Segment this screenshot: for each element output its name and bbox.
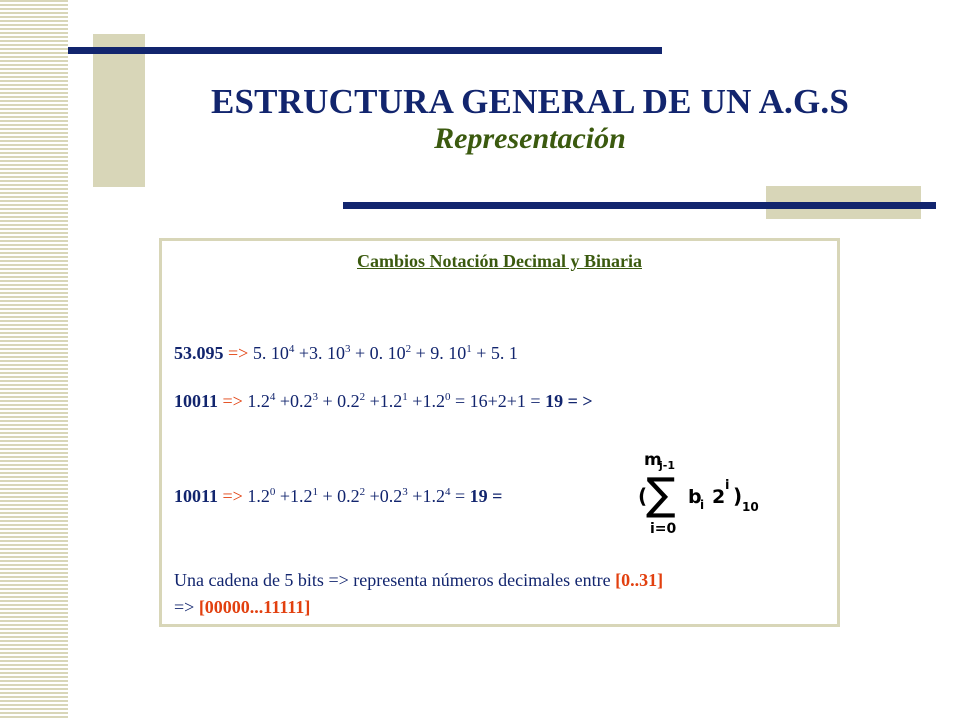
slide-title: ESTRUCTURA GENERAL DE UN A.G.S	[210, 82, 850, 121]
eq1-exp: 4	[288, 343, 295, 355]
eq1-exp: 2	[405, 343, 412, 355]
decor-bar-top	[68, 47, 662, 54]
eq3-exp: 2	[359, 486, 366, 498]
eq3-lhs: 10011	[174, 486, 219, 506]
eq1-term: +3. 10	[298, 343, 345, 363]
formula-upper-limit: m	[644, 450, 662, 470]
eq3-equals: =	[454, 486, 466, 506]
eq3-term: 1.2	[247, 486, 270, 506]
eq2-term: +0.2	[279, 391, 313, 411]
formula-term-b: b	[688, 486, 702, 508]
formula-base: 10	[742, 500, 759, 514]
formula-term-two-exp: i	[725, 478, 730, 493]
eq3-term: +0.2	[369, 486, 403, 506]
decor-block-left	[93, 34, 145, 187]
formula-term-b-sub: i	[700, 498, 705, 512]
eq2-exp: 2	[359, 391, 366, 403]
eq3-term: + 0.2	[322, 486, 360, 506]
note-text: Una cadena de 5 bits => representa números decimales entre	[174, 570, 611, 590]
sigma-icon: ∑	[646, 469, 676, 520]
eq1-term: + 5. 1	[476, 343, 518, 363]
eq1-term: 5. 10	[252, 343, 289, 363]
eq2-result: 19 = >	[545, 391, 593, 411]
eq1-arrow: =>	[228, 343, 249, 363]
formula-close-paren: )	[733, 484, 743, 508]
eq3-exp: 4	[444, 486, 451, 498]
eq3-result: 19 =	[469, 486, 503, 506]
note-line-2	[174, 597, 310, 618]
eq2-term: +1.2	[412, 391, 445, 411]
eq2-term: +1.2	[369, 391, 403, 411]
eq1-exp: 3	[344, 343, 351, 355]
decorative-stripes	[0, 0, 68, 720]
eq2-arrow: =>	[222, 391, 243, 411]
eq3-arrow: =>	[222, 486, 243, 506]
equation-binary-asc	[174, 486, 502, 507]
eq2-exp: 0	[444, 391, 451, 403]
eq1-term: + 0. 10	[354, 343, 406, 363]
note-arrow: =>	[174, 597, 195, 617]
content-box	[159, 238, 840, 627]
note-range-decimal: [0..31]	[615, 570, 664, 590]
note-range-binary: [00000...11111]	[198, 597, 311, 617]
eq3-term: +1.2	[412, 486, 445, 506]
eq2-term: 1.2	[247, 391, 270, 411]
eq3-term: +1.2	[279, 486, 313, 506]
equation-decimal	[174, 343, 518, 364]
eq2-exp: 1	[402, 391, 408, 403]
eq3-exp: 1	[312, 486, 318, 498]
eq3-exp: 3	[402, 486, 408, 498]
summation-formula	[632, 443, 772, 539]
eq2-lhs: 10011	[174, 391, 219, 411]
eq2-term: + 0.2	[322, 391, 360, 411]
eq2-exp: 4	[269, 391, 276, 403]
eq2-exp: 3	[312, 391, 318, 403]
formula-upper-sub: j-1	[659, 459, 675, 472]
eq1-term: + 9. 10	[415, 343, 467, 363]
eq1-exp: 1	[466, 343, 472, 355]
eq3-exp: 0	[269, 486, 276, 498]
equation-binary-desc	[174, 391, 593, 412]
slide-subtitle: Representación	[434, 122, 626, 155]
decor-bar-bottom	[343, 202, 936, 209]
eq2-sum: = 16+2+1 =	[454, 391, 541, 411]
formula-term-two: 2	[712, 486, 726, 508]
note-line-1	[174, 570, 663, 591]
box-heading: Cambios Notación Decimal y Binaria	[357, 251, 642, 271]
eq1-lhs: 53.095	[174, 343, 224, 363]
formula-lower-limit: i=0	[650, 521, 677, 537]
formula-open-paren: (	[638, 484, 648, 508]
